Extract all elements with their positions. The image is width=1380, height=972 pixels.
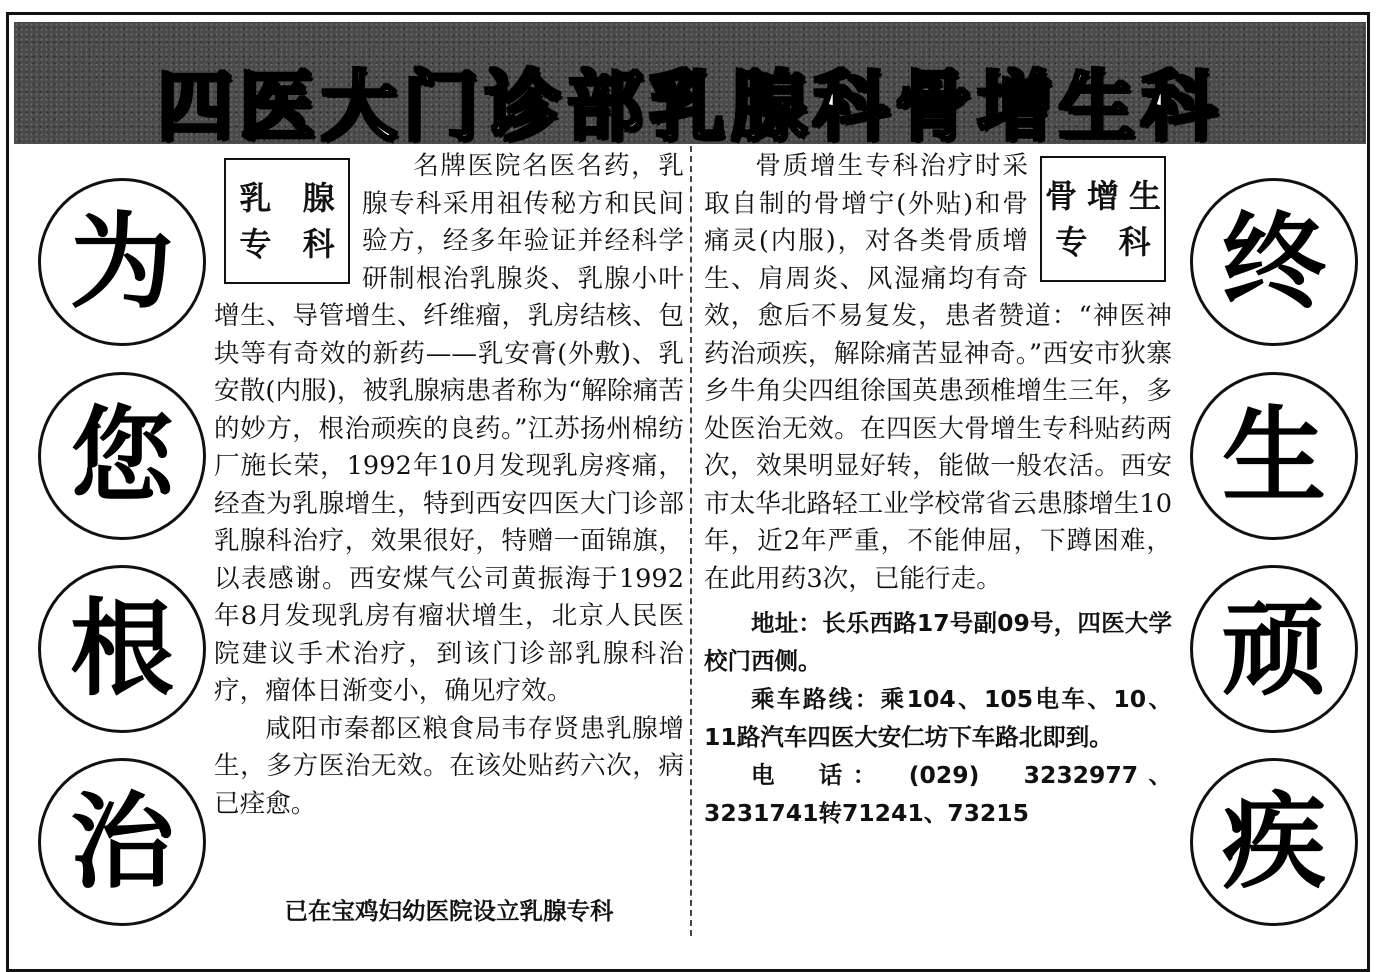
bone-label-line1: 骨增生 <box>1044 177 1171 215</box>
right-article <box>704 148 1172 832</box>
column-divider <box>690 146 692 936</box>
right-circle-4 <box>1190 758 1358 926</box>
left-paragraph-2: 咸阳市秦都区粮食局韦存贤患乳腺增生，多方医治无效。在该处贴药六次，病已痊愈。 <box>214 713 684 819</box>
right-circle-1 <box>1190 178 1358 346</box>
breast-specialty-label <box>224 158 350 284</box>
phone-line: 电 话： (029) 3232977、3231741转71241、73215 <box>704 761 1172 827</box>
right-circle-1-char: 终 <box>1221 201 1326 323</box>
left-paragraph-1: 名牌医院名医名药，乳腺专科采用祖传秘方和民间验方，经多年验证并经科学研制根治乳腺炎、乳腺小叶增生、导管增生、纤维瘤，乳房结核、包块等有奇效的新药——乳安膏(外敷)、乳安散(内服)，被乳腺病患者称为“解除痛苦的妙方，根治顽疾的良药。”江苏扬州棉纺厂施长荣，1992年10月发现乳房疼痛，经查为乳腺增生，特到西安四医大门诊部乳腺科治疗，效果很好，特赠一面锦旗，以表感谢。西安煤气公司黄振海于1992年8月发现乳房有瘤状增生，北京人民医院建议手术治疗，到该门诊部乳腺科治疗，瘤体日渐变小，确见疗效。 <box>214 151 684 706</box>
banner-title: 四医大门诊部乳腺科骨增生科 <box>157 62 1223 151</box>
left-circle-4-char: 治 <box>69 781 174 903</box>
left-circle-1-char: 为 <box>69 201 174 323</box>
header-banner <box>14 22 1366 151</box>
breast-label-line1: 乳 腺 <box>239 179 345 217</box>
right-circle-3 <box>1190 565 1358 733</box>
left-circle-3-char: 根 <box>69 588 174 710</box>
right-circle-4-char: 疾 <box>1221 781 1326 903</box>
bone-specialty-label <box>1040 156 1171 282</box>
bone-label-line2: 专 科 <box>1055 223 1161 261</box>
right-circle-2 <box>1190 372 1358 540</box>
route-line: 乘车路线：乘104、105电车、10、11路汽车四医大安仁坊下车路北即到。 <box>704 685 1172 751</box>
left-circle-1 <box>38 178 206 346</box>
breast-label-line2: 专 科 <box>239 225 345 263</box>
address-line: 地址：长乐西路17号副09号，四医大学校门西侧。 <box>704 609 1172 675</box>
right-paragraph-1: 骨质增生专科治疗时采取自制的骨增宁(外贴)和骨痛灵(内服)，对各类骨质增生、肩周炎、风湿痛均有奇效，愈后不易复发，患者赞道：“神医神药治顽疾，解除痛苦显神奇。”西安市狄寨乡牛角尖四组徐国英患颈椎增生三年，多处医治无效。在四医大骨增生专科贴药两次，效果明显好转，能做一般农活。西安市太华北路轻工业学校常省云患膝增生10年，近2年严重，不能伸屈，下蹲困难，在此用药3次，已能行走。 <box>704 151 1172 594</box>
left-footer-note: 已在宝鸡妇幼医院设立乳腺专科 <box>284 897 614 925</box>
left-article <box>214 148 684 823</box>
left-circle-2 <box>38 372 206 540</box>
left-circle-4 <box>38 758 206 926</box>
right-circle-2-char: 生 <box>1221 395 1326 517</box>
right-circle-3-char: 顽 <box>1221 588 1326 710</box>
left-circle-2-char: 您 <box>69 395 174 517</box>
left-circle-3 <box>38 565 206 733</box>
